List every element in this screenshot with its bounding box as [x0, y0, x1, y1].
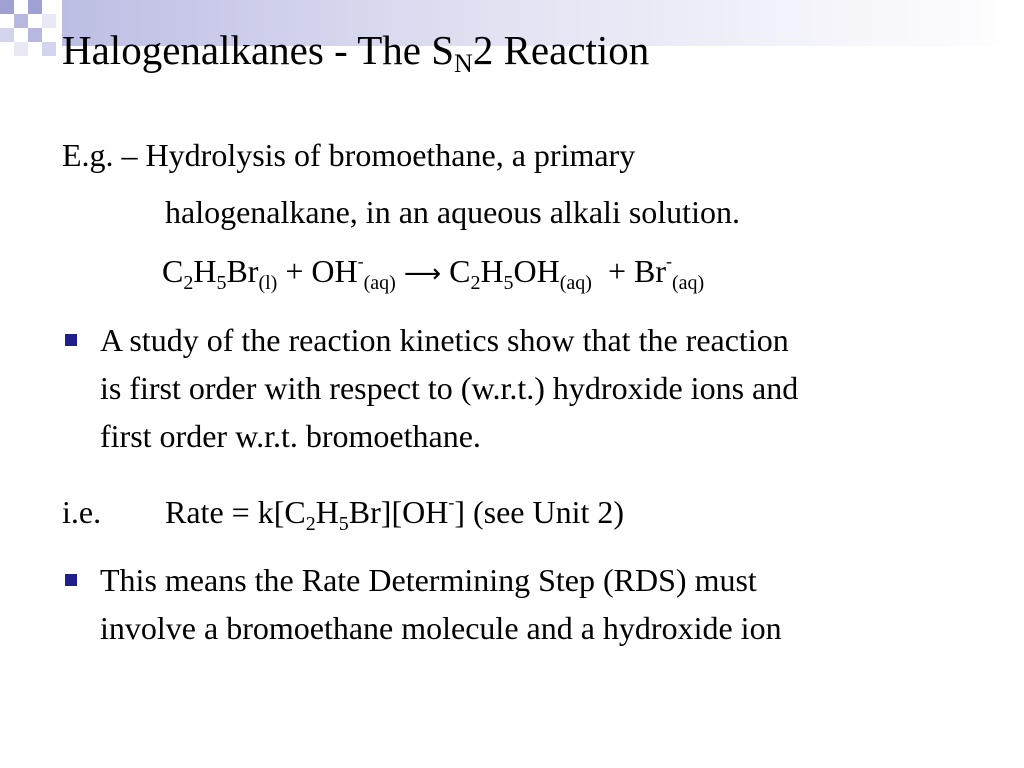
bullet1-line-3: first order w.r.t. bromoethane.: [100, 418, 481, 454]
bullet-icon: [65, 334, 77, 346]
decor-square: [28, 0, 42, 14]
bullet2-line-1: This means the Rate Determining Step (RDS) must: [100, 562, 757, 598]
example-line-2: halogenalkane, in an aqueous alkali solution.: [165, 194, 740, 230]
bullet1-line-1: A study of the reaction kinetics show that the reaction: [100, 322, 789, 358]
decor-square: [0, 0, 14, 14]
decor-square: [42, 14, 56, 28]
reaction-arrow: ⟶: [403, 259, 442, 289]
rate-ie-label: i.e.: [62, 494, 102, 530]
decor-square: [0, 28, 14, 42]
reaction-equation: $C_2H_5Br_{(l)} + OH^-_{(aq)}$ ⟶ $C_2H_5OH_{(aq)} + Br^-_{(aq)}$: [162, 251, 705, 294]
example-line-1: E.g. – Hydrolysis of bromoethane, a primary: [62, 137, 636, 173]
bullet1-line-2: is first order with respect to (w.r.t.) hydroxide ions and: [100, 370, 799, 406]
page-title: Halogenalkanes - The $S_N2$ Reaction: [62, 27, 650, 78]
decor-square: [14, 14, 28, 28]
bullet-icon: [65, 574, 77, 586]
decor-square: [14, 42, 28, 56]
rate-equation: Rate = $k[C_2H_5Br][OH^-]$ (see Unit 2): [165, 492, 625, 535]
decor-square: [42, 42, 56, 56]
bullet2-line-2: involve a bromoethane molecule and a hydroxide ion: [100, 610, 782, 646]
decor-square: [28, 28, 42, 42]
